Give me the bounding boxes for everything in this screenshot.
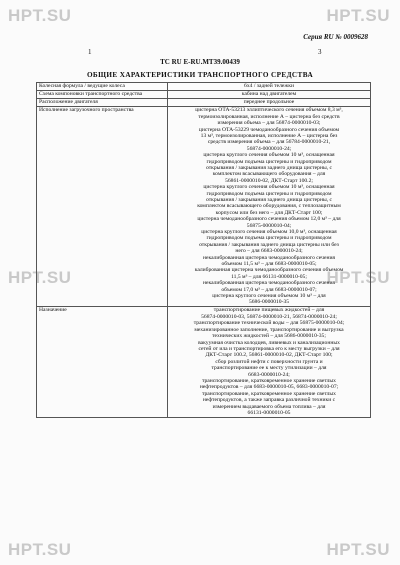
value-line: транспортирование, кратковременное хранение светлых [202,377,336,384]
watermark: HPT.SU [326,268,390,287]
value-line: гидроприводом подъема цистерны и гидроприводом [206,158,332,165]
value-line: комплектом всасывающего оборудования, с теплозащитным [197,203,341,210]
value-line: 13 м³, термоизолированная, исполнение А – цистерна без [200,132,338,139]
row-value [168,307,371,418]
value-line: измерения объема – для 56874-0000010-03; [217,120,321,127]
value-line: некалиброванная цистерна чемоданообразного сечения [202,254,336,261]
row-value [168,91,371,99]
value-line: 66131-0000010-05 [247,409,291,416]
value-line: гидроприводом подъема цистерны и гидроприводом [206,235,332,242]
value-line: 56874-0000010-24; [246,145,292,152]
watermark: HPT.SU [8,6,72,25]
value-line: объемом 17,0 м³ – для 6683-0000010-07; [221,286,317,293]
value-line: 56861-0000010-02, ДКТ-Старт 100.2; [225,177,313,184]
watermark: HPT.SU [326,540,390,559]
page-number-left: 1 [88,48,92,56]
value-line: переднее продольное [243,99,295,106]
value-line: некалиброванная цистерна чемоданообразного сечения [202,280,336,287]
value-line: корпусом или без него – для ДКТ-Старт 100; [215,209,323,216]
watermark: HPT.SU [8,268,72,287]
value-line: него – для 6683-0000010-24; [235,248,303,255]
value-line: гидроприводом подъема цистерны и гидроприводом [206,190,332,197]
value-line: 11,5 м³ – для 66131-0000010-05; [231,273,307,280]
value-line: транспортирование технической воды – для 56875-0000010-04; [193,320,345,327]
row-label: Схема компоновки транспортного средства [37,91,168,99]
table-row [37,307,371,418]
row-label: Расположение двигателя [37,99,168,107]
value-line: цистерна круглого сечения объемом 10 м³, оснащенная [203,152,335,159]
value-line: открывания / закрывания заднего днища цистерны, с [206,164,332,171]
value-line: сбор розлитой нефти с поверхности грунта и [215,358,323,365]
watermark: HPT.SU [8,540,72,559]
page-number-right: 3 [318,48,322,56]
row-label: Исполнение загрузочного пространства [37,107,168,307]
value-line: механизированное заполнение, транспортирование и выгрузка [194,326,344,333]
value-line: 5686-0000010-35 [248,299,290,306]
value-line: 6x4 / задней тележки [244,83,294,90]
value-line: термоизолированная, исполнение А – цистерна без средств [198,113,340,120]
value-line: 56874-0000010-03, 56874-0000010-21, 56874-0000010-24; [201,313,337,320]
characteristics-table [36,82,371,418]
value-line: нефтепродуктов, а также заправка различной техники с [202,397,336,404]
value-line: кабина над двигателем [241,91,297,98]
value-line: цистерна круглого сечения объемом 10 м³ – для [212,293,326,300]
value-line: цистерна ОТА-53213 эллиптического сечения объемом 8,3 м³, [195,107,343,114]
value-line: средств измерения объема – для 56784-0000010-21, [207,139,331,146]
value-line: измерением выдаваемого объема топлива – для [212,403,326,410]
row-label: Назначение [37,307,168,418]
value-line: цистерна круглого сечения объемом 10 м³, оснащенная [203,184,335,191]
table-row [37,91,371,99]
value-line: 6683-0000010-24; [248,371,290,378]
section-title: ОБЩИЕ ХАРАКТЕРИСТИКИ ТРАНСПОРТНОГО СРЕДСТВА [86,71,314,79]
value-line: транспортирование пищевых жидкостей – для [213,307,325,314]
value-line: сетей от ила и транспортировка его к месту выгрузки – для [198,345,340,352]
row-value [168,99,371,107]
value-line: объемом 11,5 м³ – для 6683-0000010-05; [221,261,317,268]
value-line: цистерна круглого сечения объемом 10,0 м³, оснащенная [201,229,337,236]
row-value [168,83,371,91]
serial-number: Серия RU № 0009628 [303,33,368,41]
watermark: HPT.SU [326,6,390,25]
value-line: открывания / закрывания заднего днища цистерны, с [206,196,332,203]
value-line: технических жидкостей – для 5686-0000010-35; [212,333,326,340]
value-line: вакуумная очистка колодцев, ливневых и канализационных [198,339,340,346]
row-label: Колесная формула / ведущие колеса [37,83,168,91]
document-code: TC RU E-RU.MT39.00439 [160,58,240,66]
row-value [168,107,371,307]
value-line: транспортирование ее к месту утилизации – для [211,365,327,372]
value-line: нефтепродуктов – для 6683-0000010-05, 6683-0000010-07; [199,384,339,391]
value-line: 56875-0000010-04; [246,222,292,229]
value-line: ДКТ-Старт 100.2, 56861-0000010-02, ДКТ-Старт 100; [205,352,333,359]
value-line: цистерна ОТА-53229 чемоданообразного сечения объемом [198,126,340,133]
value-line: открывания / закрывания заднего днища цистерны или без [199,241,339,248]
value-line: транспортирование, кратковременное хранение светлых [202,390,336,397]
table-row [37,107,371,307]
table-row [37,99,371,107]
value-line: калиброванная цистерна чемоданообразного сечения объемом [194,267,344,274]
value-line: цистерна чемоданообразного сечения объемом 12,0 м³ – для [197,216,341,223]
value-line: комплектом всасывающего оборудования – для [212,171,326,178]
table-row [37,83,371,91]
